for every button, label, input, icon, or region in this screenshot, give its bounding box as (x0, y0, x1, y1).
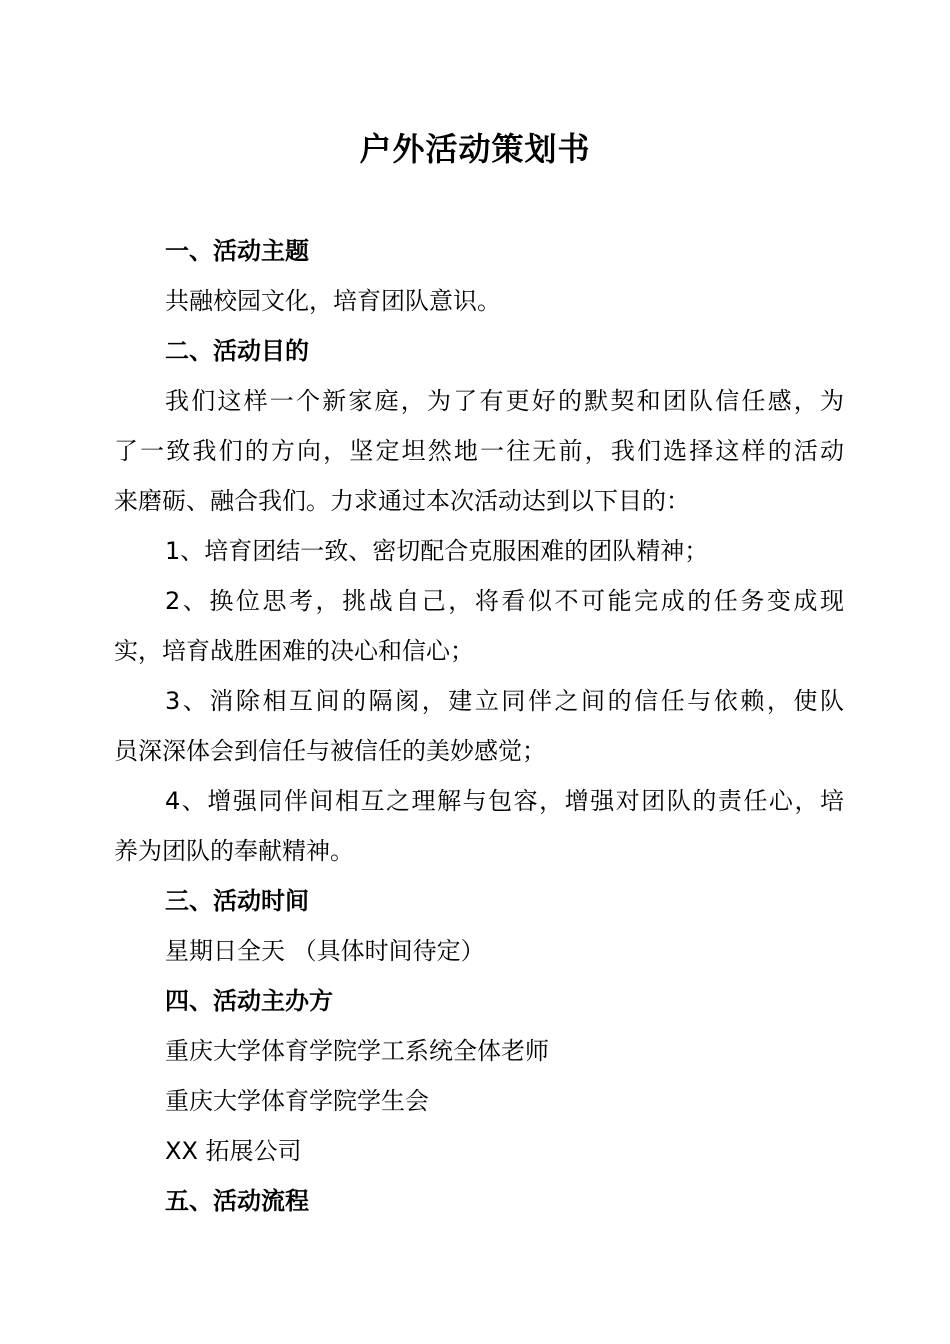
list-item: 4、增强同伴间相互之理解与包容，增强对团队的责任心，培 (165, 787, 844, 815)
list-item: 2、换位思考，挑战自己，将看似不可能完成的任务变成现 (165, 587, 844, 615)
paragraph-line: 来磨砺、融合我们。力求通过本次活动达到以下目的： (114, 487, 690, 515)
paragraph-line: 了一致我们的方向，坚定坦然地一往无前，我们选择这样的活动 (114, 437, 844, 465)
paragraph-line: 共融校园文化，培育团队意识。 (165, 287, 501, 315)
organizer-item: 重庆大学体育学院学工系统全体老师 (165, 1037, 549, 1065)
paragraph-line: 星期日全天 （具体时间待定） (165, 937, 485, 965)
list-item: 1、培育团结一致、密切配合克服困难的团队精神； (165, 537, 709, 565)
paragraph-line: 我们这样一个新家庭，为了有更好的默契和团队信任感，为 (165, 387, 844, 415)
section-heading-organizer: 四、活动主办方 (165, 987, 333, 1015)
section-heading-process: 五、活动流程 (165, 1187, 309, 1215)
section-heading-time: 三、活动时间 (165, 887, 309, 915)
organizer-item: XX 拓展公司 (165, 1137, 302, 1165)
document-body (114, 226, 844, 1226)
list-item-continuation: 员深深体会到信任与被信任的美妙感觉； (114, 737, 546, 765)
section-heading-purpose: 二、活动目的 (165, 337, 309, 365)
section-heading-theme: 一、活动主题 (165, 237, 309, 265)
list-item: 3、消除相互间的隔阂，建立同伴之间的信任与依赖，使队 (165, 687, 844, 715)
list-item-continuation: 养为团队的奉献精神。 (114, 837, 354, 865)
list-item-continuation: 实，培育战胜困难的决心和信心； (114, 637, 474, 665)
document-title: 户外活动策划书 (359, 130, 591, 168)
organizer-item: 重庆大学体育学院学生会 (165, 1087, 429, 1115)
